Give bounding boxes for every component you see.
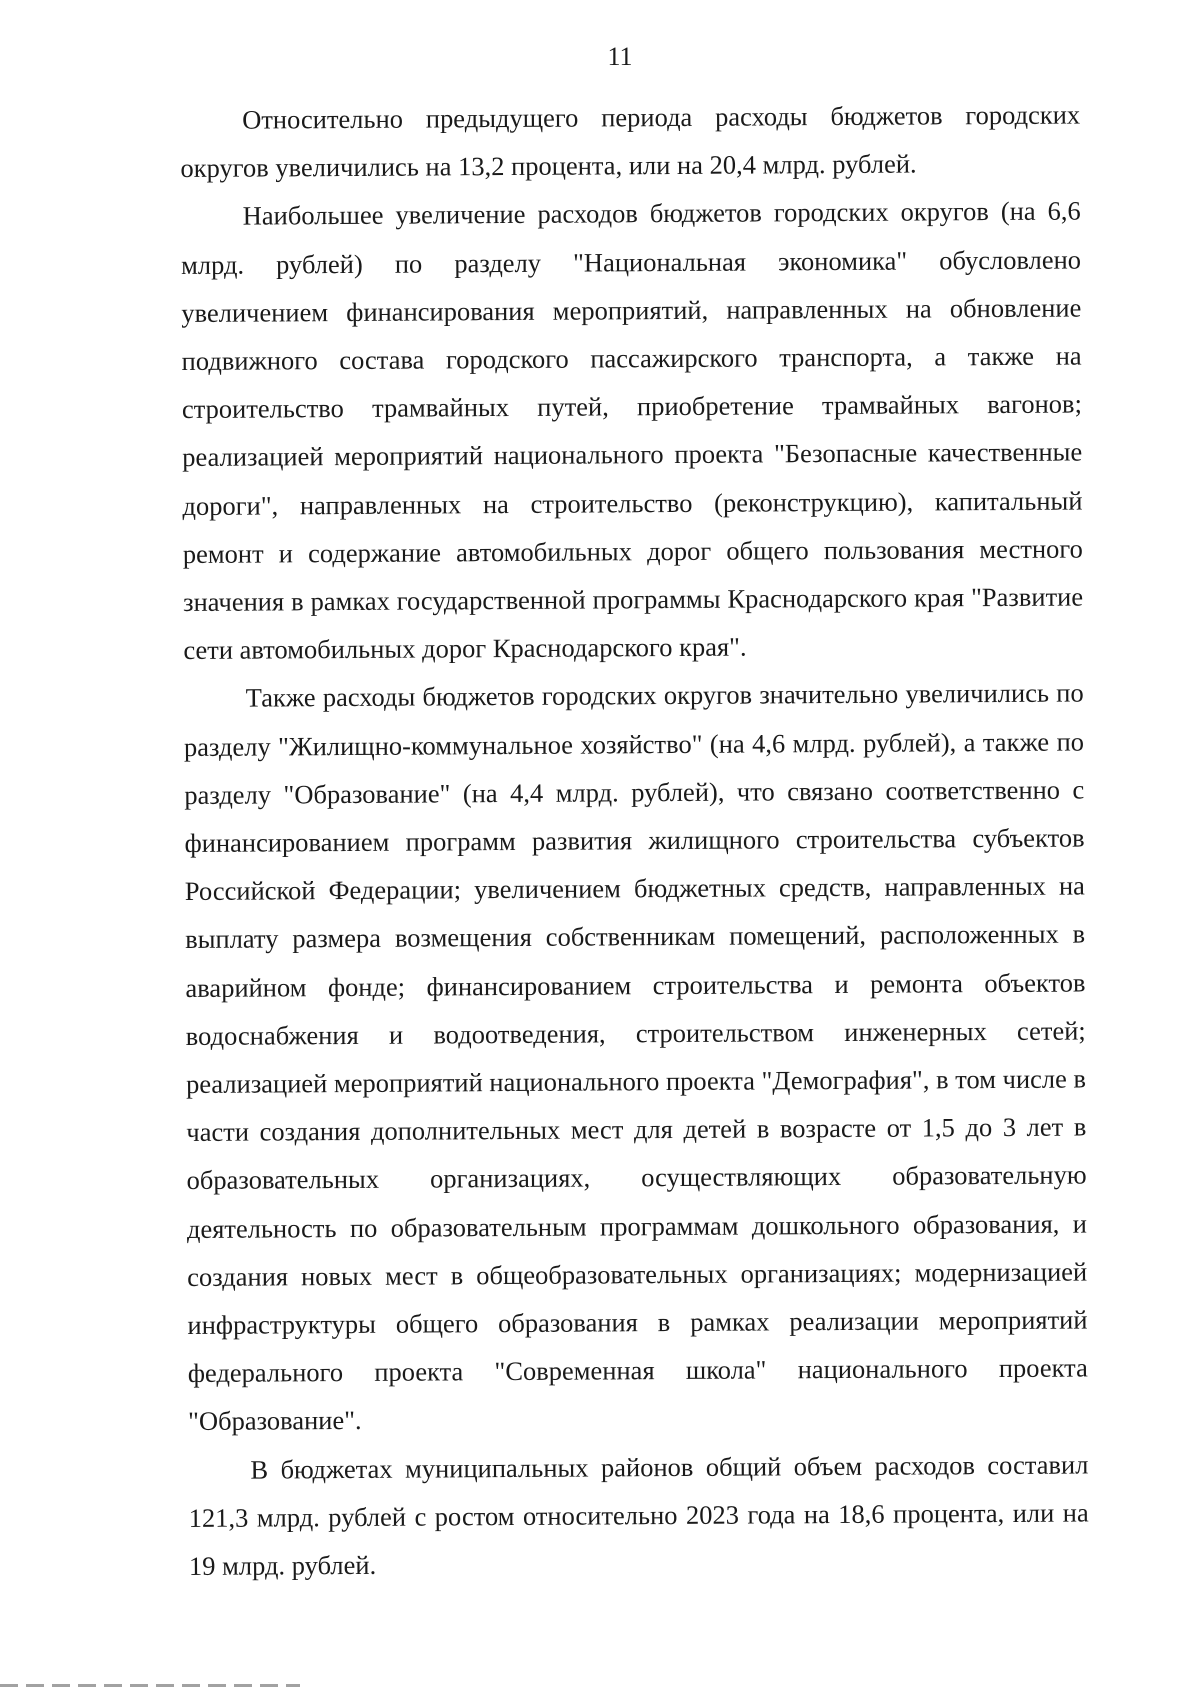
document-body <box>180 91 1089 1591</box>
paragraph-city-districts-growth: Относительно предыдущего периода расходы бюджетов городских округов увеличились на 13,2 процента, или на 20,4 млрд. рублей. <box>180 99 1081 184</box>
paragraph-housing-education: Также расходы бюджетов городских округов значительно увеличились по разделу "Жилищно-коммунальное хозяйство" (на 4,6 млрд. рублей), а также по разделу "Образование" (на 4,4 млрд. рублей), что связано соответственно с финансированием программ развития жилищного строительства субъектов Российской Федерации; увеличением бюджетных средств, направленных на выплату размера возмещения собственникам помещений, расположенных в аварийном фонде; финансированием строительства и ремонта объектов водоснабжения и водоотведения, строительством инженерных сетей; реализацией мероприятий национального проекта "Демография", в том числе в части создания дополнительных мест для детей в возрасте от 1,5 до 3 лет в образовательных организациях, осуществляющих образовательную деятельность по образовательным программам дошкольного образования, и создания новых мест в общеобразовательных организациях; модернизацией инфраструктуры общего образования в рамках реализации мероприятий федерального проекта "Современная школа" национального проекта "Образование". <box>183 677 1088 1437</box>
paragraph-municipal-districts: В бюджетах муниципальных районов общий объем расходов составил 121,3 млрд. рублей с ростом относительно 2023 года на 18,6 процента, или на 19 млрд. рублей. <box>188 1449 1089 1582</box>
page-number: 11 <box>607 42 633 71</box>
scan-edge-mark <box>0 1684 300 1687</box>
paragraph-national-economy: Наибольшее увеличение расходов бюджетов городских округов (на 6,6 млрд. рублей) по разделу "Национальная экономика" обусловлено увеличением финансирования мероприятий, направленных на обновление подвижного состава городского пассажирского транспорта, а также на строительство трамвайных путей, приобретение трамвайных вагонов; реализацией мероприятий национального проекта "Безопасные качественные дороги", направленных на строительство (реконструкцию), капитальный ремонт и содержание автомобильных дорог общего пользования местного значения в рамках государственной программы Краснодарского края "Развитие сети автомобильных дорог Краснодарского края". <box>180 195 1084 666</box>
